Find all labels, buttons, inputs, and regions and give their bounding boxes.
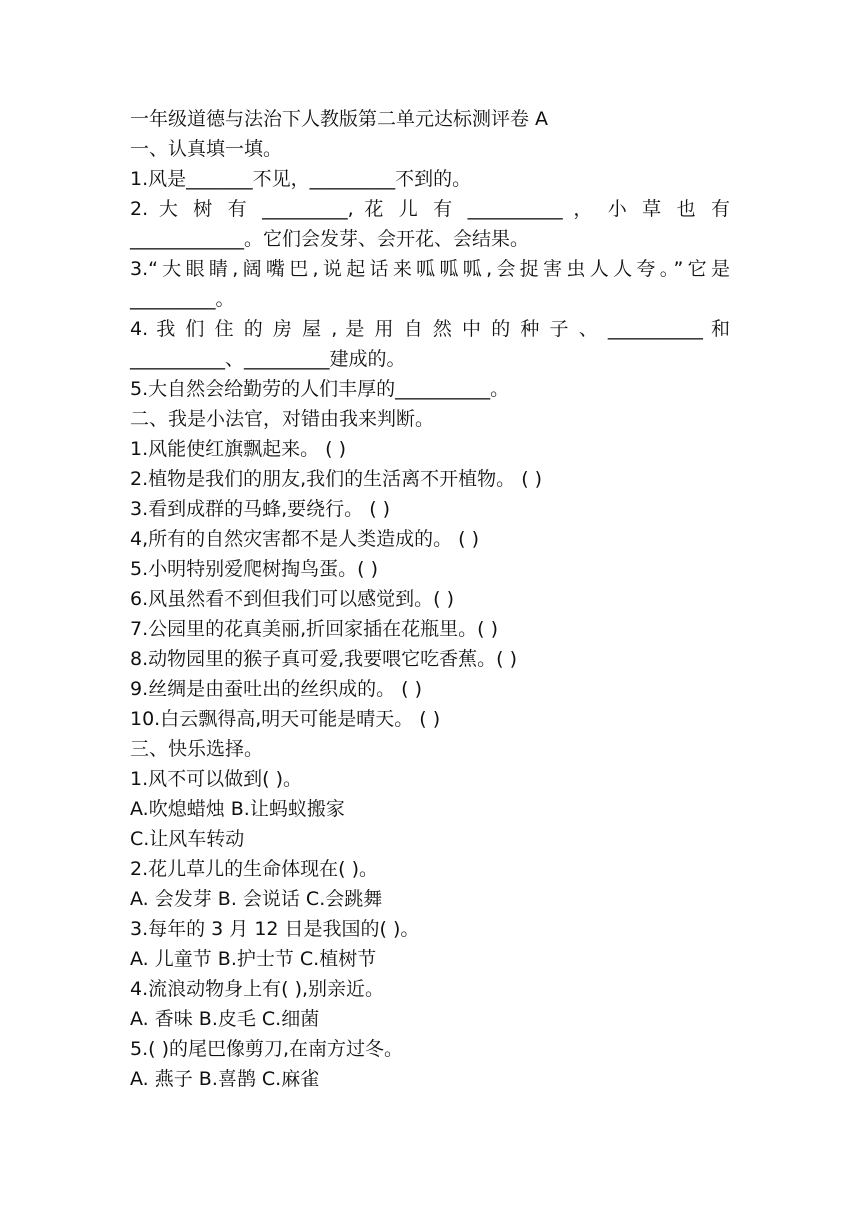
true-false-question: 6.风虽然看不到但我们可以感觉到。( ) — [130, 588, 454, 610]
fill-blank-question: 1.风是_______不见，_________不到的。 — [130, 168, 472, 190]
fill-blank-question-continued: __________、_________建成的。 — [130, 348, 406, 370]
worksheet-page — [130, 104, 730, 1094]
true-false-question: 8.动物园里的猴子真可爱,我要喂它吃香蕉。( ) — [130, 648, 518, 670]
document-title: 一年级道德与法治下人教版第二单元达标测评卷 A — [130, 108, 549, 130]
choice-options: A.吹熄蜡烛 B.让蚂蚁搬家 — [130, 798, 345, 820]
choice-options: C.让风车转动 — [130, 828, 245, 850]
true-false-question: 1.风能使红旗飘起来。 ( ) — [130, 438, 347, 460]
section-1-heading: 一、认真填一填。 — [130, 138, 283, 160]
choice-question: 2.花儿草儿的生命体现在( )。 — [130, 858, 378, 880]
true-false-question: 4,所有的自然灾害都不是人类造成的。 ( ) — [130, 528, 480, 550]
choice-options: A. 儿童节 B.护士节 C.植树节 — [130, 948, 377, 970]
fill-blank-question: 2. 大 树 有 _________, 花 儿 有 __________ ， 小 草 也 有 — [130, 198, 730, 220]
true-false-question: 9.丝绸是由蚕吐出的丝织成的。 ( ) — [130, 678, 423, 700]
choice-question: 5.( )的尾巴像剪刀,在南方过冬。 — [130, 1038, 404, 1060]
choice-options: A. 香味 B.皮毛 C.细菌 — [130, 1008, 320, 1030]
choice-options: A. 燕子 B.喜鹊 C.麻雀 — [130, 1068, 320, 1090]
choice-options: A. 会发芽 B. 会说话 C.会跳舞 — [130, 888, 383, 910]
true-false-question: 7.公园里的花真美丽,折回家插在花瓶里。( ) — [130, 618, 499, 640]
true-false-question: 3.看到成群的马蜂,要绕行。 ( ) — [130, 498, 391, 520]
true-false-question: 5.小明特别爱爬树掏鸟蛋。( ) — [130, 558, 378, 580]
choice-question: 1.风不可以做到( )。 — [130, 768, 302, 790]
fill-blank-question: 4. 我 们 住 的 房 屋 , 是 用 自 然 中 的 种 子 、 __________ 和 — [130, 318, 730, 340]
fill-blank-question-continued: ____________。它们会发芽、会开花、会结果。 — [130, 228, 530, 250]
fill-blank-question: 3.“大眼睛,阔嘴巴,说起话来呱呱呱,会捉害虫人人夸。”它是 — [130, 258, 730, 280]
choice-question: 4.流浪动物身上有( ),别亲近。 — [130, 978, 385, 1000]
true-false-question: 10.白云飘得高,明天可能是晴天。 ( ) — [130, 708, 441, 730]
fill-blank-question: 5.大自然会给勤劳的人们丰厚的__________。 — [130, 378, 510, 400]
true-false-question: 2.植物是我们的朋友,我们的生活离不开植物。 ( ) — [130, 468, 543, 490]
section-2-heading: 二、我是小法官，对错由我来判断。 — [130, 408, 435, 430]
fill-blank-question-continued: _________。 — [130, 288, 235, 310]
choice-question: 3.每年的 3 月 12 日是我国的( )。 — [130, 918, 420, 940]
section-3-heading: 三、快乐选择。 — [130, 738, 264, 760]
